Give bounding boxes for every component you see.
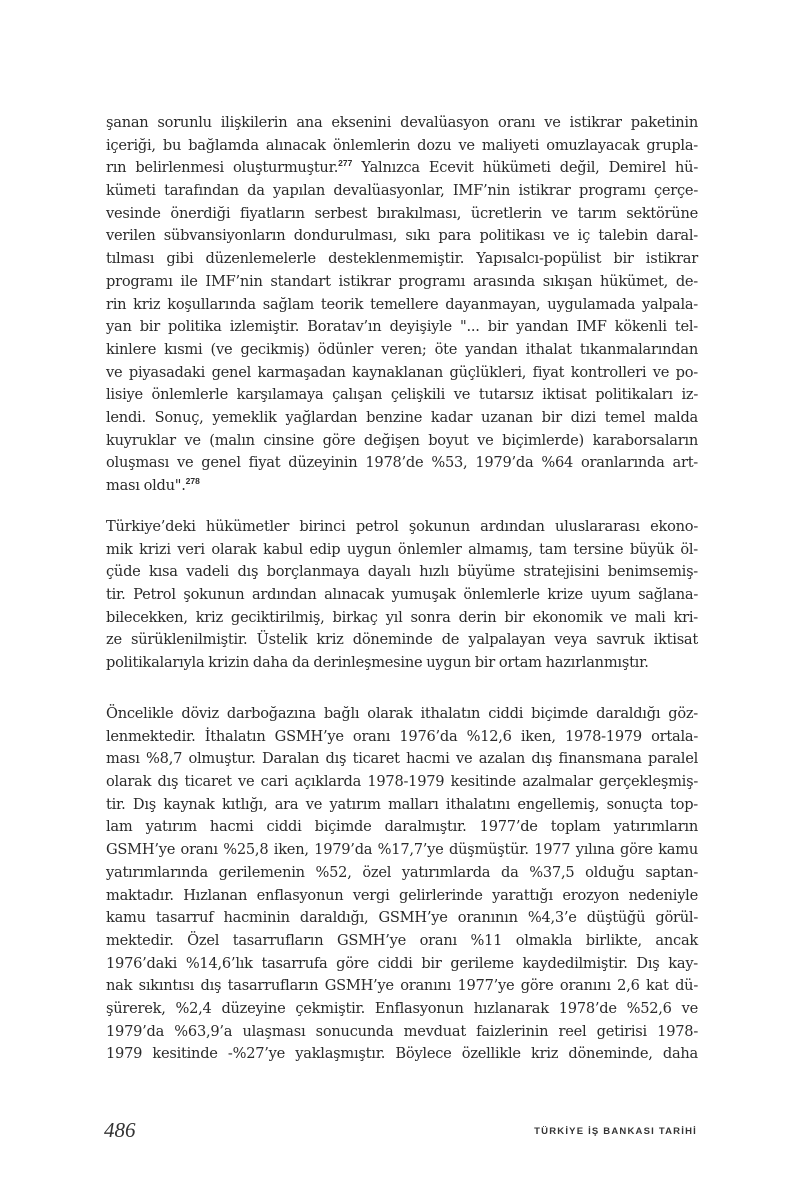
- footnote-ref-277[interactable]: 277: [338, 158, 353, 169]
- text-line: kinlere kısmi (ve gecikmiş) ödünler veren; öte yandan ithalat tıkanmalarından: [106, 340, 698, 358]
- text-line: maktadır. Hızlanan enflasyonun vergi gelirlerinde yarattığı erozyon nedeniyle: [106, 886, 698, 904]
- text-line: politikalarıyla krizin daha da derinleşmesine uygun bir ortam hazırlanmıştır.: [106, 654, 649, 672]
- text-line: rin kriz koşullarında sağlam teorik temellere dayanmayan, uygulamada yalpala-: [106, 295, 698, 313]
- text-line: Öncelikle döviz darboğazına bağlı olarak ithalatın ciddi biçimde daraldığı göz-: [106, 705, 698, 722]
- text-line: bilecekken, kriz geciktirilmiş, birkaç yıl sonra derin bir ekonomik ve mali kri-: [106, 608, 698, 626]
- text-line: vesinde önerdiği fiyatların serbest bırakılması, ücretlerin ve tarım sektörüne: [106, 204, 698, 222]
- footnote-ref-278[interactable]: 278: [185, 476, 200, 486]
- text-line: şanan sorunlu ilişkilerin ana eksenini devalüasyon oranı ve istikrar paketinin: [106, 114, 698, 131]
- text-line: mik krizi veri olarak kabul edip uygun önlemler almamış, tam tersine büyük öl-: [106, 540, 698, 558]
- text-line: kamu tasarruf hacminin daraldığı, GSMH’ye oranının %4,3’e düştüğü görül-: [106, 909, 698, 927]
- text-segment: Yalnızca Ecevit hükümeti değil, Demirel hü-: [352, 159, 699, 177]
- text-line: lenmektedir. İthalatın GSMH’ye oranı 1976’da %12,6 iken, 1978-1979 ortala-: [106, 727, 698, 745]
- text-line: Türkiye’deki hükümetler birinci petrol şokunun ardından uluslararası ekono-: [106, 518, 698, 535]
- text-line: ze sürüklenilmiştir. Üstelik kriz döneminde de yalpalayan veya savruk iktisat: [106, 631, 698, 649]
- text-line: olarak dış ticaret ve cari açıklarda 1978-1979 kesitinde azalmalar gerçekleşmiş-: [106, 773, 698, 791]
- text-line: programı ile IMF’nin standart istikrar programı arasında sıkışan hükümet, de-: [106, 272, 698, 290]
- text-line: şürerek, %2,4 düzeyine çekmiştir. Enflasyonun hızlanarak 1978’de %52,6 ve: [106, 999, 698, 1017]
- text-line: nak sıkıntısı dış tasarrufların GSMH’ye oranını 1977’ye göre oranını 2,6 kat dü-: [106, 977, 698, 995]
- text-line: yan bir politika izlemiştir. Boratav’ın deyişiyle "... bir yandan IMF kökenli tel-: [106, 318, 698, 336]
- text-line: 1979 kesitinde -%27’ye yaklaşmıştır. Böylece özellikle kriz döneminde, daha: [106, 1045, 698, 1063]
- page-number: 486: [104, 1118, 136, 1142]
- text-line-with-footnote: [106, 157, 698, 180]
- text-line: oluşması ve genel fiyat düzeyinin 1978’de %53, 1979’da %64 oranlarında art-: [106, 454, 698, 472]
- text-line-with-footnote: [106, 475, 698, 498]
- text-line: verilen sübvansiyonların dondurulması, sıkı para politikası ve iç talebin daral-: [106, 227, 698, 245]
- text-line: 1979’da %63,9’a ulaşması sonucunda mevduat faizlerinin reel getirisi 1978-: [106, 1022, 698, 1040]
- text-segment: ması oldu".: [106, 477, 186, 494]
- paragraph-3: [106, 703, 698, 1066]
- text-line: 1976’daki %14,6’lık tasarrufa göre ciddi bir gerileme kaydedilmiştir. Dış kay-: [106, 954, 698, 972]
- text-line: lam yatırım hacmi ciddi biçimde daralmıştır. 1977’de toplam yatırımların: [106, 818, 698, 836]
- text-line: tir. Petrol şokunun ardından alınacak yumuşak önlemlerle krize uyum sağlana-: [106, 586, 698, 604]
- text-line: çüde kısa vadeli dış borçlanmaya dayalı hızlı büyüme stratejisini benimsemiş-: [106, 563, 698, 581]
- text-line: lisiye önlemlerle karşılamaya çalışan çelişkili ve tutarsız iktisat politikaları iz-: [106, 386, 698, 404]
- text-line: ve piyasadaki genel karmaşadan kaynaklanan güçlükleri, fiyat kontrolleri ve po-: [106, 363, 698, 381]
- text-line: tılması gibi düzenlemelerle desteklenmemiştir. Yapısalcı-popülist bir istikrar: [106, 250, 698, 268]
- text-line: ması %8,7 olmuştur. Daralan dış ticaret hacmi ve azalan dış finansmana paralel: [106, 750, 698, 768]
- text-line: tir. Dış kaynak kıtlığı, ara ve yatırım malları ithalatını engellemiş, sonuçta top-: [106, 795, 698, 813]
- text-line: yatırımlarında gerilemenin %52, özel yatırımlarda da %37,5 olduğu saptan-: [106, 863, 698, 881]
- paragraph-1: [106, 112, 698, 498]
- running-title: TÜRKİYE İŞ BANKASI TARİHİ: [534, 1126, 697, 1137]
- text-line: lendi. Sonuç, yemeklik yağlardan benzine kadar uzanan bir dizi temel malda: [106, 408, 698, 426]
- text-line: içeriği, bu bağlamda alınacak önlemlerin dozu ve maliyeti omuzlayacak grupla-: [106, 136, 698, 154]
- text-line: kuyruklar ve (malın cinsine göre değişen boyut ve biçimlerde) karaborsaların: [106, 431, 698, 449]
- paragraph-2: [106, 516, 698, 675]
- text-line: kümeti tarafından da yapılan devalüasyonlar, IMF’nin istikrar programı çerçe-: [106, 182, 698, 200]
- text-segment: rın belirlenmesi oluşturmuştur.: [106, 159, 339, 177]
- text-line: GSMH’ye oranı %25,8 iken, 1979’da %17,7’ye düşmüştür. 1977 yılına göre kamu: [106, 841, 698, 859]
- text-line: mektedir. Özel tasarrufların GSMH’ye oranı %11 olmakla birlikte, ancak: [106, 931, 698, 949]
